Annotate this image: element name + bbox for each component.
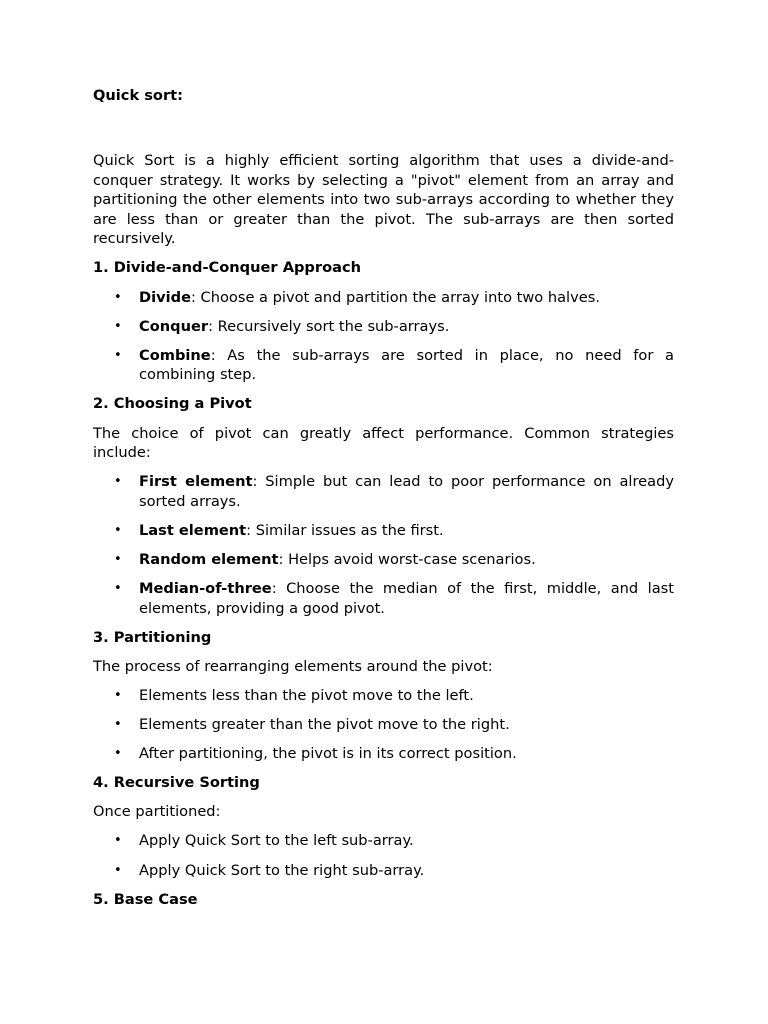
- section-paragraph: Once partitioned:: [93, 803, 221, 821]
- bullet-icon: •: [114, 347, 122, 363]
- list-item-text: : As the sub-arrays are sorted in place, no need for a combining step.: [139, 346, 674, 384]
- list-item: [93, 715, 674, 735]
- list-item-text: : Recursively sort the sub-arrays.: [208, 317, 450, 335]
- partitioning-list: [93, 686, 674, 764]
- intro-paragraph: Quick Sort is a highly efficient sorting algorithm that uses a divide-and-conquer strategy. It works by selecting a "pivot" element from an array and partitioning the other elements into two sub-arrays according to whether they are less than or greater than the pivot. The sub-arrays are then sorted recursively.: [93, 152, 674, 248]
- bullet-icon: •: [114, 474, 122, 490]
- bullet-icon: •: [114, 862, 122, 878]
- list-item-text: : Simple but can lead to poor performance on already sorted arrays.: [139, 473, 674, 510]
- recursive-sorting-list: [93, 831, 674, 880]
- list-item-term: Conquer: [139, 317, 209, 335]
- list-item: [93, 472, 674, 511]
- section-paragraph: The choice of pivot can greatly affect performance. Common strategies include:: [93, 424, 674, 462]
- list-item-term: Median-of-three: [139, 580, 272, 598]
- list-item: [93, 550, 674, 570]
- list-item: [93, 831, 674, 851]
- bullet-icon: •: [114, 522, 122, 538]
- list-item: [93, 317, 674, 337]
- list-item-text: : Choose a pivot and partition the array into two halves.: [190, 288, 600, 306]
- list-item-text: : Choose the median of the first, middle, and last elements, providing a good pivot.: [139, 580, 674, 617]
- list-item-text: Apply Quick Sort to the right sub-array.: [139, 861, 425, 879]
- list-item-term: Last element: [139, 521, 247, 539]
- bullet-icon: •: [114, 717, 122, 733]
- list-item: [93, 861, 674, 881]
- list-item-text: After partitioning, the pivot is in its correct position.: [139, 745, 517, 763]
- list-item-text: Elements greater than the pivot move to the right.: [139, 716, 510, 734]
- bullet-icon: •: [114, 318, 122, 334]
- list-item: [93, 346, 674, 385]
- bullet-icon: •: [114, 289, 122, 305]
- bullet-icon: •: [114, 687, 122, 703]
- section-heading-partitioning: 3. Partitioning: [93, 628, 212, 646]
- section-heading-base-case: 5. Base Case: [93, 890, 198, 908]
- bullet-icon: •: [114, 833, 122, 849]
- bullet-icon: •: [114, 581, 122, 597]
- list-item-term: Divide: [139, 288, 191, 306]
- list-item: [93, 686, 674, 706]
- section-paragraph: The process of rearranging elements around the pivot:: [93, 657, 493, 675]
- bullet-icon: •: [114, 552, 122, 567]
- list-item-text: : Similar issues as the first.: [246, 521, 444, 539]
- document-page: [93, 86, 674, 919]
- list-item: [93, 288, 674, 308]
- document-title: Quick sort:: [93, 87, 183, 104]
- list-item-text: : Helps avoid worst-case scenarios.: [278, 551, 536, 568]
- list-item-text: Elements less than the pivot move to the left.: [139, 686, 474, 704]
- divide-and-conquer-list: [93, 288, 674, 385]
- bullet-icon: •: [114, 746, 122, 762]
- section-heading-divide-and-conquer: 1. Divide-and-Conquer Approach: [93, 259, 361, 277]
- list-item-term: Combine: [139, 346, 211, 364]
- list-item: [93, 579, 674, 618]
- list-item-term: First element: [139, 473, 253, 491]
- pivot-strategies-list: [93, 472, 674, 618]
- list-item: [93, 521, 674, 541]
- list-item-text: Apply Quick Sort to the left sub-array.: [139, 832, 414, 850]
- list-item: [93, 744, 674, 764]
- section-heading-choosing-pivot: 2. Choosing a Pivot: [93, 395, 252, 413]
- section-heading-recursive-sorting: 4. Recursive Sorting: [93, 774, 260, 792]
- list-item-term: Random element: [139, 551, 279, 568]
